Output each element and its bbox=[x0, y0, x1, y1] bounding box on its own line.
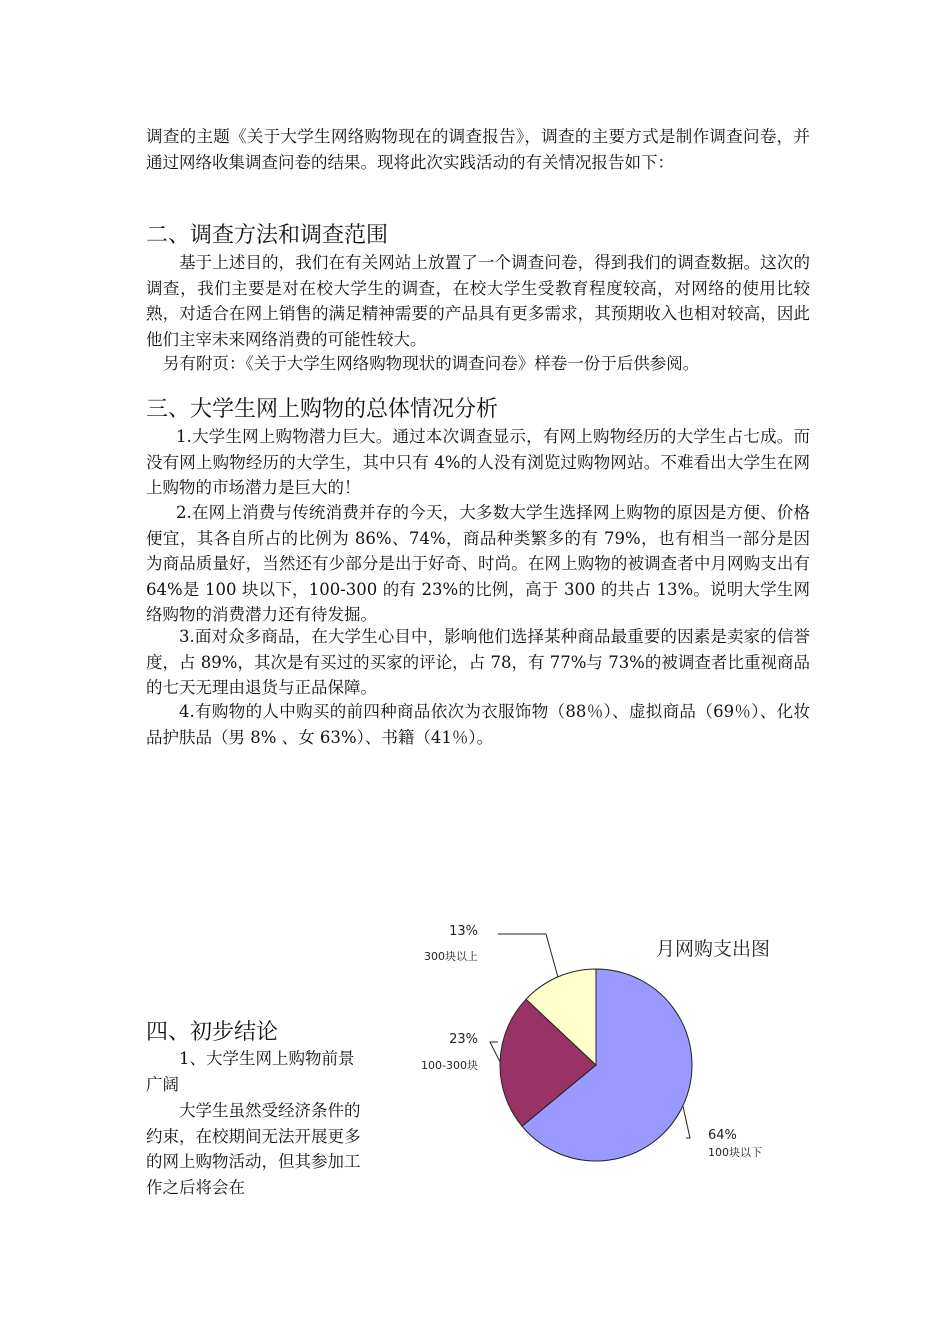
section-3-paragraph-3: 3.面对众多商品，在大学生心目中，影响他们选择某种商品最重要的因素是卖家的信誉度，占 89%，其次是有买过的买家的评论，占 78，有 77%与 73%的被调查者比重视商品的七天无理由退货与正品保障。 bbox=[146, 627, 810, 697]
section-4-paragraph-1: 1、大学生网上购物前景广阔 bbox=[146, 1049, 355, 1094]
section-4-heading: 四、初步结论 bbox=[146, 1020, 279, 1045]
section-3-paragraph-1: 1.大学生网上购物潜力巨大。通过本次调查显示，有网上购物经历的大学生占七成。而没有网上购物经历的大学生，其中只有 4%的人没有浏览过购物网站。不难看出大学生在网上购物的市场潜力是巨大的！ bbox=[146, 427, 810, 497]
slice-category-label: 300块以上 bbox=[424, 950, 478, 963]
section-2-paragraph-1: 基于上述目的，我们在有关网站上放置了一个调查问卷，得到我们的调查数据。这次的调查，我们主要是对在校大学生的调查，在校大学生受教育程度较高，对网络的使用比较熟，对适合在网上销售的满足精神需要的产品具有更多需求，其预期收入也相对较高，因此他们主宰未来网络消费的可能性较大。 bbox=[146, 253, 810, 349]
section-4-paragraph-2: 大学生虽然受经济条件的约束，在校期间无法开展更多的网上购物活动，但其参加工作之后将会在 bbox=[146, 1101, 361, 1197]
section-2-paragraph-2: 另有附页：《关于大学生网络购物现状的调查问卷》样卷一份于后供参阅。 bbox=[163, 354, 700, 373]
monthly-spending-pie-chart bbox=[378, 917, 796, 1207]
slice-category-label: 100-300块 bbox=[421, 1059, 478, 1072]
slice-category-label: 100块以下 bbox=[708, 1146, 762, 1159]
intro-paragraph: 调查的主题《关于大学生网络购物现在的调查报告》，调查的主要方式是制作调查问卷，并通过网络收集调查问卷的结果。现将此次实践活动的有关情况报告如下： bbox=[146, 127, 810, 172]
chart-title: 月网购支出图 bbox=[656, 938, 771, 960]
section-3-paragraph-2: 2.在网上消费与传统消费并存的今天，大多数大学生选择网上购物的原因是方便、价格便宜，其各自所占的比例为 86%、74%，商品种类繁多的有 79%，也有相当一部分是因为商品质量好，当然还有少部分是出于好奇、时尚。在网上购物的被调查者中月网购支出有 64%是 100 块以下，100-300 的有 23%的比例，高于 300 的共占 13%。说明大学生网络购物的消费潜力还有待发掘。 bbox=[146, 503, 810, 624]
section-2-heading: 二、调查方法和调查范围 bbox=[146, 223, 389, 248]
section-3-paragraph-4: 4.有购物的人中购买的前四种商品依次为衣服饰物（88％）、虚拟商品（69％）、化妆品护肤品（男 8% 、女 63%）、书籍（41％）。 bbox=[146, 702, 810, 747]
pie-chart-svg bbox=[378, 917, 796, 1207]
slice-value-label: 64% bbox=[708, 1128, 737, 1143]
slice-value-label: 23% bbox=[449, 1032, 478, 1047]
section-3-heading: 三、大学生网上购物的总体情况分析 bbox=[146, 397, 499, 422]
slice-value-label: 13% bbox=[449, 924, 478, 939]
